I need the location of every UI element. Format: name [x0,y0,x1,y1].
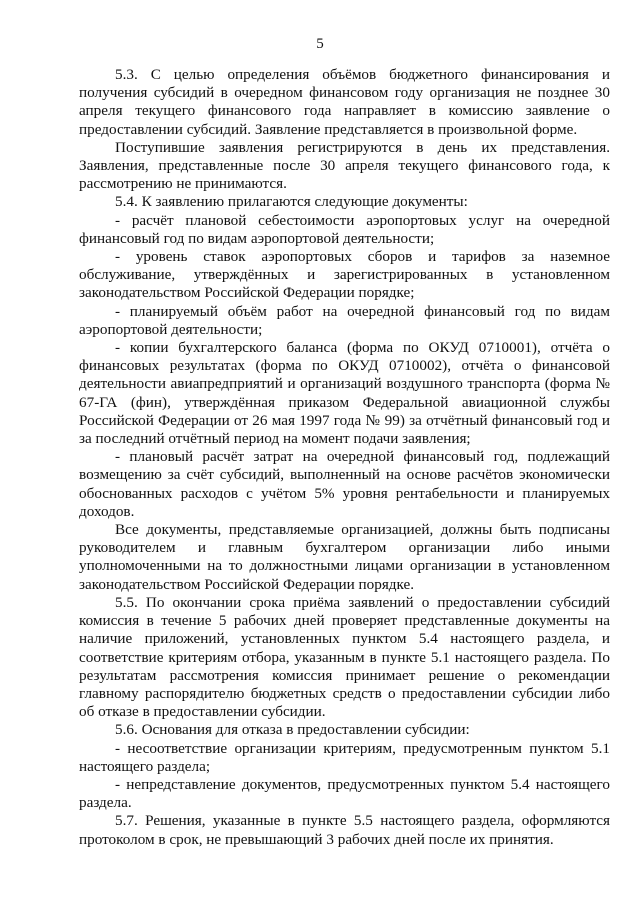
list-item-planned-costs: - плановый расчёт затрат на очередной финансовый год, подлежащий возмещению за счёт субсидий, выполненный на основе расчётов экономически обоснованных расходов с учётом 5% уровня рентабельности и планируемых доходов. [79,448,610,520]
list-item-work-volume: - планируемый объём работ на очередной финансовый год по видам аэропортовой деятельности; [79,302,610,338]
paragraph-5-6: 5.6. Основания для отказа в предоставлении субсидии: [115,721,470,739]
paragraph-5-7: 5.7. Решения, указанные в пункте 5.5 настоящего раздела, оформляются протоколом в срок, не превышающий 3 рабочих дней после их принятия. [79,812,610,848]
list-item-tariff-rates: - уровень ставок аэропортовых сборов и тарифов за наземное обслуживание, утверждённых и зарегистрированных в установленном законодательством Российской Федерации порядке; [79,248,610,302]
list-item-cost-calculation: - расчёт плановой себестоимости аэропортовых услуг на очередной финансовый год по видам аэропортовой деятельности; [79,211,610,247]
paragraph-5-4: 5.4. К заявлению прилагаются следующие документы: [115,193,468,211]
page-number: 5 [316,36,324,52]
paragraph-signatures: Все документы, представляемые организацией, должны быть подписаны руководителем и главным бухгалтером организации либо иными уполномоченными на то должностными лицами организации в установленном законодательством Российской Федерации порядке. [79,521,610,593]
paragraph-registration: Поступившие заявления регистрируются в день их представления. Заявления, представленные после 30 апреля текущего финансового года, к рассмотрению не принимаются. [79,138,610,193]
list-item-missing-documents: - непредставление документов, предусмотренных пунктом 5.4 настоящего раздела. [79,775,610,812]
paragraph-5-5: 5.5. По окончании срока приёма заявлений о предоставлении субсидий комиссия в течение 5 рабочих дней проверяет представленные документы на наличие приложений, установленных пунктом 5.4 настоящего раздела, и соответствие критериям отбора, указанным в пункте 5.1 настоящего раздела. По результатам рассмотрения комиссия принимает решение о рекомендации главному распорядителю бюджетных средств о предоставлении субсидии либо об отказе в предоставлении субсидии. [79,593,610,721]
document-body [79,66,610,849]
paragraph-5-3: 5.3. С целью определения объёмов бюджетного финансирования и получения субсидий в очередном финансовом году организация не позднее 30 апреля текущего финансового года направляет в комиссию заявление о предоставлении субсидий. Заявление представляется в произвольной форме. [79,66,610,138]
list-item-financial-reports: - копии бухгалтерского баланса (форма по ОКУД 0710001), отчёта о финансовых результатах (форма по ОКУД 0710002), отчёта о финансовой деятельности авиапредприятий и организаций воздушного транспорта (форма № 67-ГА (фин), утверждённая приказом Федеральной авиационной службы Российской Федерации от 26 мая 1997 года № 99) за отчётный финансовый год и за последний отчётный период на момент подачи заявления; [79,339,610,448]
list-item-criteria-mismatch: - несоответствие организации критериям, предусмотренным пунктом 5.1 настоящего раздела; [79,739,610,775]
